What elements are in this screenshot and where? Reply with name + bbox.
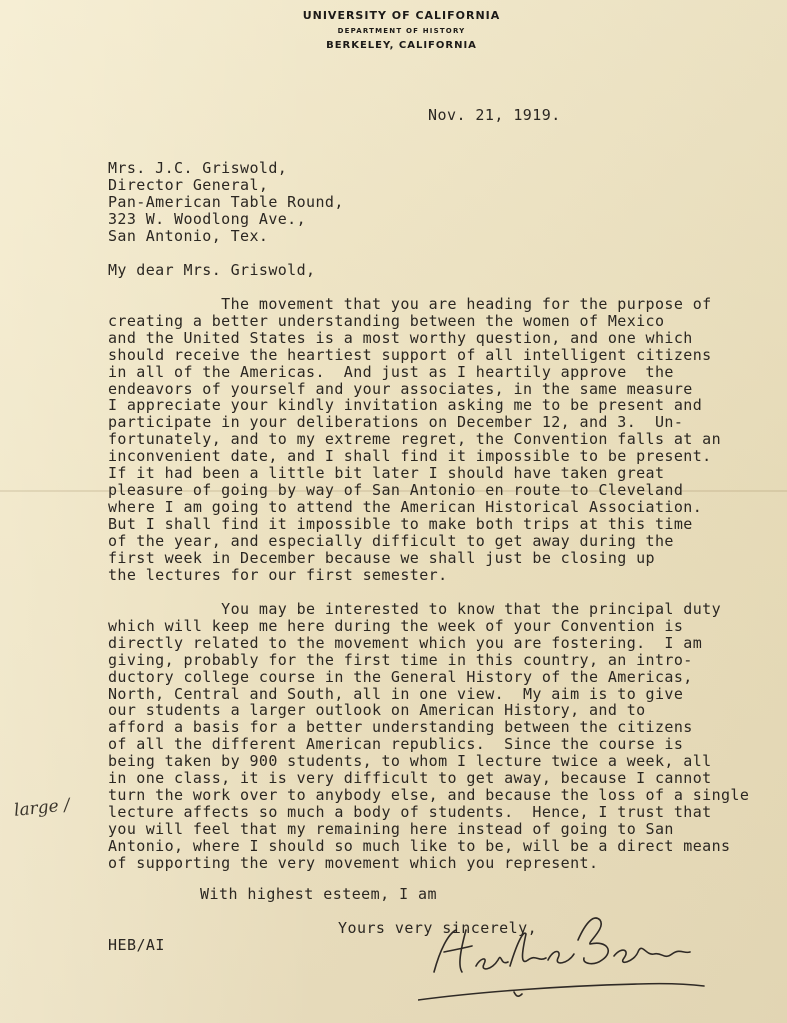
paragraph-line: If it had been a little bit later I should have taken great [108,464,665,483]
paragraph-line: being taken by 900 students, to whom I lecture twice a week, all [108,752,712,771]
handwritten-signature [418,900,708,1010]
valediction: Yours very sincerely, [338,919,538,937]
paragraph-line: giving, probably for the first time in this country, an intro- [108,650,693,669]
paragraph-line: fortunately, and to my extreme regret, the Convention falls at an [108,430,721,449]
handwritten-margin-note: large / [13,795,71,821]
recipient-line: 323 W. Woodlong Ave., [108,209,307,228]
paragraph-line: of all the different American republics. Since the course is [108,735,684,754]
body-paragraph-1 [108,296,787,583]
letterhead-department: DEPARTMENT OF HISTORY [337,27,466,35]
recipient-line: Pan-American Table Round, [108,192,344,211]
closing-remark: With highest esteem, I am [200,885,438,903]
paragraph-line: pleasure of going by way of San Antonio en route to Cleveland [108,480,684,499]
paragraph-line: endeavors of yourself and your associates, in the same measure [108,379,693,398]
paragraph-line: directly related to the movement which you are fostering. I am [108,633,703,652]
paragraph-line: inconvenient date, and I shall find it impossible to be present. [108,447,712,466]
paragraph-line: and the United States is a most worthy question, and one which [108,328,693,347]
paragraph-line: should receive the heartiest support of all intelligent citizens [108,345,712,364]
paragraph-line: I appreciate your kindly invitation asking me to be present and [108,396,703,415]
paragraph-line: But I shall find it impossible to make both trips at this time [108,514,693,533]
paragraph-line: North, Central and South, all in one view. My aim is to give [108,684,684,703]
recipient-address [108,160,787,245]
typist-initials: HEB/AI [108,936,165,954]
recipient-line: Director General, [108,175,269,194]
paragraph-line: of supporting the very movement which you represent. [108,853,599,872]
paragraph-line: turn the work over to anybody else, and because the loss of a single [108,785,750,804]
letterhead-institution: UNIVERSITY OF CALIFORNIA [302,9,501,22]
paragraph-line: participate in your deliberations on December 12, and 3. Un- [108,413,684,432]
body-paragraph-2 [108,601,787,872]
paragraph-line: You may be interested to know that the principal duty [108,600,721,618]
paragraph-line: The movement that you are heading for the purpose of [108,295,712,313]
paragraph-line: in all of the Americas. And just as I heartily approve the [108,362,674,381]
paragraph-line: first week in December because we shall just be closing up [108,548,655,567]
salutation-text: My dear Mrs. Griswold, [108,261,316,279]
paragraph-line: our students a larger outlook on American History, and to [108,701,646,720]
paragraph-line: where I am going to attend the American Historical Association. [108,497,703,516]
recipient-line: San Antonio, Tex. [108,226,269,245]
paragraph-line: ductory college course in the General History of the Americas, [108,667,693,686]
paragraph-line: Antonio, where I should so much like to be, will be a direct means [108,836,731,855]
paragraph-line: you will feel that my remaining here instead of going to San [108,819,674,838]
paragraph-line: in one class, it is very difficult to get away, because I cannot [108,769,712,788]
paragraph-line: which will keep me here during the week of your Convention is [108,616,684,635]
paragraph-line: creating a better understanding between the women of Mexico [108,311,665,330]
recipient-line: Mrs. J.C. Griswold, [108,159,288,177]
letter-date: Nov. 21, 1919. [428,106,561,124]
paragraph-line: lecture affects so much a body of students. Hence, I trust that [108,802,712,821]
paragraph-line: the lectures for our first semester. [108,565,448,584]
paragraph-line: of the year, and especially difficult to get away during the [108,531,674,550]
paragraph-line: afford a basis for a better understanding between the citizens [108,718,693,737]
salutation [108,262,787,279]
letterhead-location: BERKELEY, CALIFORNIA [326,40,477,51]
